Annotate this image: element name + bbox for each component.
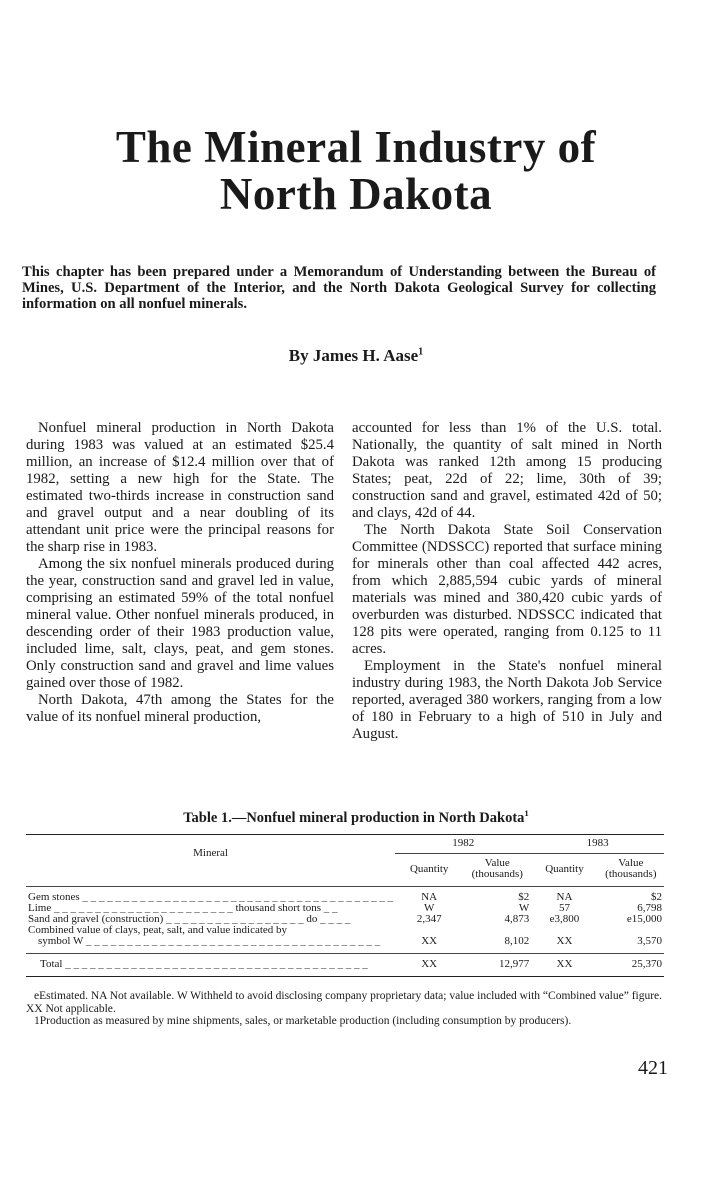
year-header-1983: 1983: [531, 835, 664, 854]
table-row: Sand and gravel (construction) _ _ _ _ _ _ _ _ _ _ _ _ _ _ _ _ _ do _ _ _ _ 2,347 4,873 e3,800 e15,000: [28, 913, 662, 925]
table-row: Gem stones _ _ _ _ _ _ _ _ _ _ _ _ _ _ _ _ _ _ _ _ _ _ _ _ _ _ _ _ _ _ _ _ _ _ _ _ _ _ NA $2 NA $2: [26, 887, 664, 904]
year-header-1982: 1982: [395, 835, 531, 854]
cell-q1983: NA: [531, 887, 597, 904]
total-label: Total: [40, 958, 63, 970]
paragraph-5: The North Dakota State Soil Conservation Committee (NDSSCC) reported that surface mining for minerals other than coal affected 442 acres, from which 2,885,594 cubic yards of mineral materials was mined and 380,420 cubic yards of overburden was disturbed. NDSSCC indicated that 128 pits were operated, ranging from 0.125 to 11 acres.: [352, 522, 662, 657]
cell-q1982: W: [423, 902, 435, 914]
column-header-value-1983: [598, 854, 664, 887]
page-number: 421: [638, 1057, 668, 1079]
value-unit: (thousands): [605, 868, 657, 880]
value-label: Value: [618, 857, 644, 869]
intro-paragraph: This chapter has been prepared under a Memorandum of Understanding between the Bureau of Mines, U.S. Department of the Interior, and the North Dakota Geological Survey for collecting information on all nonfuel minerals.: [22, 264, 656, 312]
cell-v1983: 3,570: [637, 935, 662, 947]
cell-v1982: 8,102: [504, 935, 530, 947]
title-line-2: North Dakota: [219, 169, 493, 219]
cell-v1983: 6,798: [637, 902, 662, 914]
footnote-abbreviations: eEstimated. NA Not available. W Withheld to avoid disclosing company proprietary data; value included with “Combined value” figure. XX Not applicable.: [26, 990, 663, 1015]
value-label: Value: [484, 857, 510, 869]
row-label: symbol W: [38, 935, 84, 947]
byline: [0, 346, 712, 366]
cell-v1982: W: [518, 902, 530, 914]
paragraph-3: North Dakota, 47th among the States for the value of its nonfuel mineral production,: [26, 692, 334, 725]
cell-q1982: NA: [395, 887, 463, 904]
table-total-row: Total _ _ _ _ _ _ _ _ _ _ _ _ _ _ _ _ _ _ _ _ _ _ _ _ _ _ _ _ _ _ _ _ _ _ _ _ _ XX 12,977 XX 25,370: [26, 954, 664, 977]
column-header-quantity-1982: Quantity: [409, 862, 449, 875]
total-v1983: 25,370: [598, 954, 664, 977]
byline-footnote-mark: 1: [418, 346, 424, 358]
paragraph-2: Among the six nonfuel minerals produced during the year, construction sand and gravel led in value, comprising an estimated 59% of the total nonfuel mineral value. Other nonfuel minerals produced, in descending order of their 1983 production value, included lime, salt, clays, peat, and gem stones. Only construction sand and gravel and lime values gained over those of 1982.: [26, 556, 334, 691]
body-column-right: [352, 420, 662, 743]
cell-q1983: 57: [558, 902, 570, 914]
value-unit: (thousands): [471, 868, 523, 880]
row-unit: do: [306, 913, 318, 925]
cell-q1982: 2,347: [416, 913, 442, 925]
paragraph-4: accounted for less than 1% of the U.S. total. Nationally, the quantity of salt mined in North Dakota was ranked 12th among 15 producing States; peat, 22d of 22; lime, 30th of 39; construction sand and gravel, estimated 42d of 50; and clays, 42d of 44.: [352, 420, 662, 521]
total-q1982: XX: [395, 954, 463, 977]
row-label: Combined value of clays, peat, salt, and value indicated by: [28, 924, 288, 936]
row-label: Gem stones: [28, 891, 80, 903]
chapter-title: [0, 124, 712, 218]
body-column-left: [26, 420, 334, 726]
column-header-quantity-1983: Quantity: [545, 862, 584, 875]
table-footnotes: [26, 990, 666, 1028]
table-row: Lime _ _ _ _ _ _ _ _ _ _ _ _ _ _ _ _ _ _ _ _ _ _ thousand short tons _ _ W W 57 6,798: [28, 902, 662, 914]
column-header-value-1982: [463, 854, 531, 887]
title-line-1: The Mineral Industry of: [115, 122, 597, 172]
table-row: symbol W _ _ _ _ _ _ _ _ _ _ _ _ _ _ _ _ _ _ _ _ _ _ _ _ _ _ _ _ _ _ _ _ _ _ _ _ XX 8,102 XX 3,570: [26, 936, 664, 954]
row-label: Lime: [28, 902, 52, 914]
cell-v1982: 4,873: [504, 913, 530, 925]
table-caption: [0, 810, 712, 827]
cell-q1982: XX: [421, 935, 438, 947]
paragraph-1: Nonfuel mineral production in North Dakota during 1983 was valued at an estimated $25.4 million, an increase of $12.4 million over that of 1982, setting a new high for the State. The estimated two-thirds increase in construction sand and gravel output and a near doubling of its attendant unit price were the principal reasons for the sharp rise in 1983.: [26, 420, 334, 555]
row-label: Sand and gravel (construction): [28, 913, 164, 925]
cell-q1983: e3,800: [549, 913, 580, 925]
cell-q1983: XX: [556, 935, 573, 947]
column-header-mineral: Mineral: [26, 835, 395, 887]
paragraph-6: Employment in the State's nonfuel mineral industry during 1983, the North Dakota Job Service reported, averaged 380 workers, ranging from a low of 180 in February to a high of 510 in July and August.: [352, 658, 662, 742]
row-unit: thousand short tons: [235, 902, 322, 914]
footnote-production: 1Production as measured by mine shipments, sales, or marketable production (including consumption by producers).: [34, 1015, 572, 1027]
table-caption-footnote-mark: 1: [524, 808, 529, 819]
cell-v1983: e15,000: [626, 913, 662, 925]
cell-v1982: $2: [463, 887, 531, 904]
total-v1982: 12,977: [463, 954, 531, 977]
total-q1983: XX: [531, 954, 597, 977]
table-caption-text: Table 1.—Nonfuel mineral production in North Dakota: [183, 810, 525, 826]
production-table: [26, 834, 664, 977]
author: By James H. Aase: [288, 346, 419, 365]
cell-v1983: $2: [598, 887, 664, 904]
